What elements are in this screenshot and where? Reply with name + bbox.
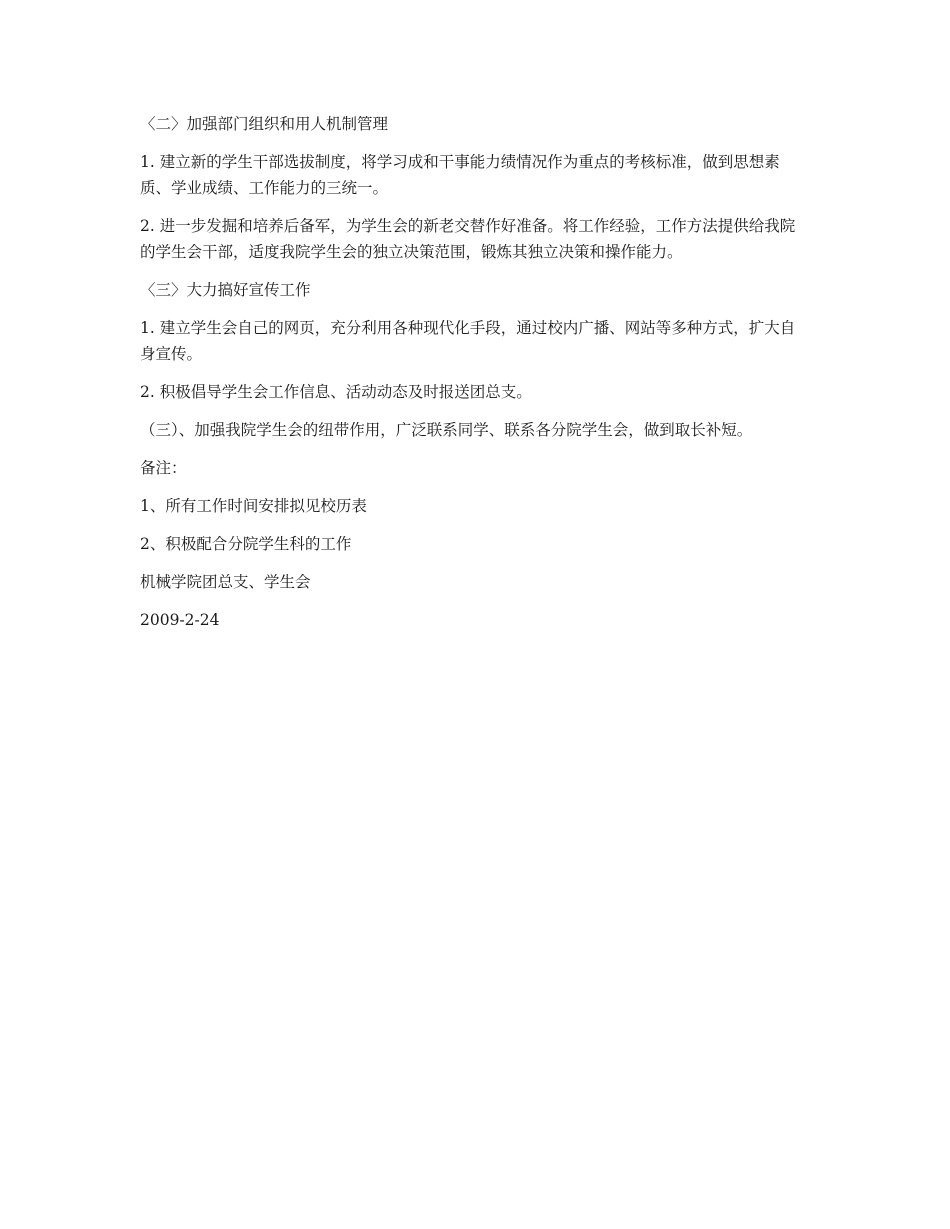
paragraph: 1. 建立新的学生干部选拔制度，将学习成和干事能力绩情况作为重点的考核标准，做到思想素质、学业成绩、工作能力的三统一。 xyxy=(140,153,780,197)
section-heading-2: 〈二〉加强部门组织和用人机制管理 xyxy=(140,115,389,133)
paragraph: 2. 积极倡导学生会工作信息、活动动态及时报送团总支。 xyxy=(140,383,532,401)
paragraph: 1. 建立学生会自己的网页，充分利用各种现代化手段，通过校内广播、网站等多种方式，扩大自身宣传。 xyxy=(140,319,796,363)
document-body xyxy=(140,111,810,645)
note-item: 2、积极配合分院学生科的工作 xyxy=(140,535,352,553)
paragraph: （三）、加强我院学生会的纽带作用，广泛联系同学、联系各分院学生会，做到取长补短。 xyxy=(140,421,753,439)
note-item: 1、所有工作时间安排拟见校历表 xyxy=(140,497,367,515)
signature-date: 2009-2-24 xyxy=(140,611,220,629)
notes-heading: 备注： xyxy=(140,459,187,477)
signature-organization: 机械学院团总支、学生会 xyxy=(140,573,311,591)
section-heading-3: 〈三〉大力搞好宣传工作 xyxy=(140,281,311,299)
paragraph: 2. 进一步发掘和培养后备军，为学生会的新老交替作好准备。将工作经验，工作方法提供给我院的学生会干部，适度我院学生会的独立决策范围，锻炼其独立决策和操作能力。 xyxy=(140,217,796,261)
